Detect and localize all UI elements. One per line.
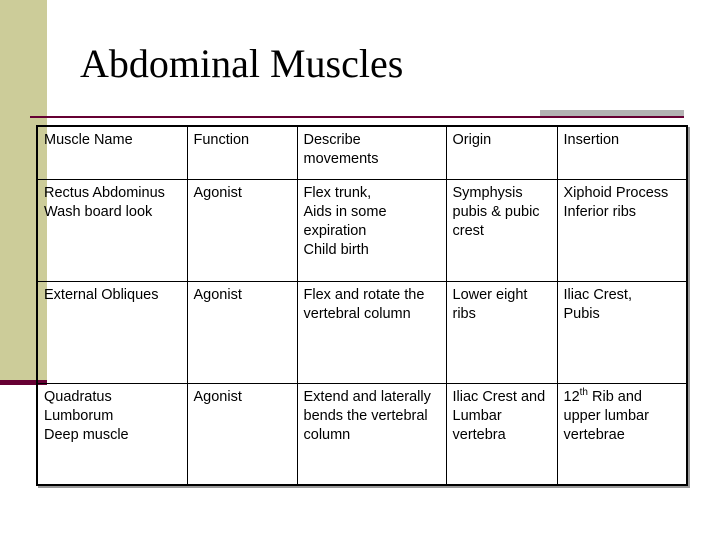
title-rule <box>30 116 684 118</box>
header-origin: Origin <box>446 126 557 180</box>
movements-cell <box>297 180 446 282</box>
muscle-note: Wash board look <box>44 204 153 220</box>
insertion-number: 12 <box>563 389 580 405</box>
movement-line: Child birth <box>303 242 369 258</box>
movements-cell <box>297 282 446 384</box>
function-cell: Agonist <box>187 180 297 282</box>
muscle-name: External Obliques <box>44 287 159 303</box>
movement-line: Extend and laterally bends the vertebral column <box>303 389 431 443</box>
insertion-text: Rib and upper lumbar vertebrae <box>563 389 649 443</box>
insertion-ordinal: th <box>579 387 588 399</box>
header-movements: Describe movements <box>297 126 446 180</box>
header-insertion: Insertion <box>557 126 687 180</box>
muscles-table <box>36 125 688 486</box>
insertion-cell <box>557 282 687 384</box>
muscle-name: Rectus Abdominus <box>44 185 165 201</box>
table-header-row <box>37 126 687 180</box>
muscle-name-cell <box>37 282 187 384</box>
insertion-line: Pubis <box>563 306 600 322</box>
muscle-name: Quadratus Lumborum <box>44 389 114 424</box>
movement-line: Aids in some expiration <box>303 204 387 239</box>
page-title: Abdominal Muscles <box>80 41 404 86</box>
movement-line: Flex and rotate the vertebral column <box>303 287 425 322</box>
insertion-cell <box>557 180 687 282</box>
function-cell: Agonist <box>187 384 297 486</box>
insertion-line: Inferior ribs <box>563 204 637 220</box>
insertion-cell <box>557 384 687 486</box>
muscle-name-cell <box>37 384 187 486</box>
movement-line: Flex trunk, <box>303 185 372 201</box>
origin-cell: Lower eight ribs <box>446 282 557 384</box>
table-row <box>37 282 687 384</box>
muscle-note: Deep muscle <box>44 427 129 443</box>
origin-cell: Symphysis pubis & pubic crest <box>446 180 557 282</box>
header-muscle-name: Muscle Name <box>37 126 187 180</box>
origin-cell: Iliac Crest and Lumbar vertebra <box>446 384 557 486</box>
insertion-line: Xiphoid Process <box>563 185 669 201</box>
table-row <box>37 384 687 486</box>
function-cell: Agonist <box>187 282 297 384</box>
insertion-line: Iliac Crest, <box>563 287 632 303</box>
header-function: Function <box>187 126 297 180</box>
movements-cell <box>297 384 446 486</box>
table-row <box>37 180 687 282</box>
muscle-name-cell <box>37 180 187 282</box>
